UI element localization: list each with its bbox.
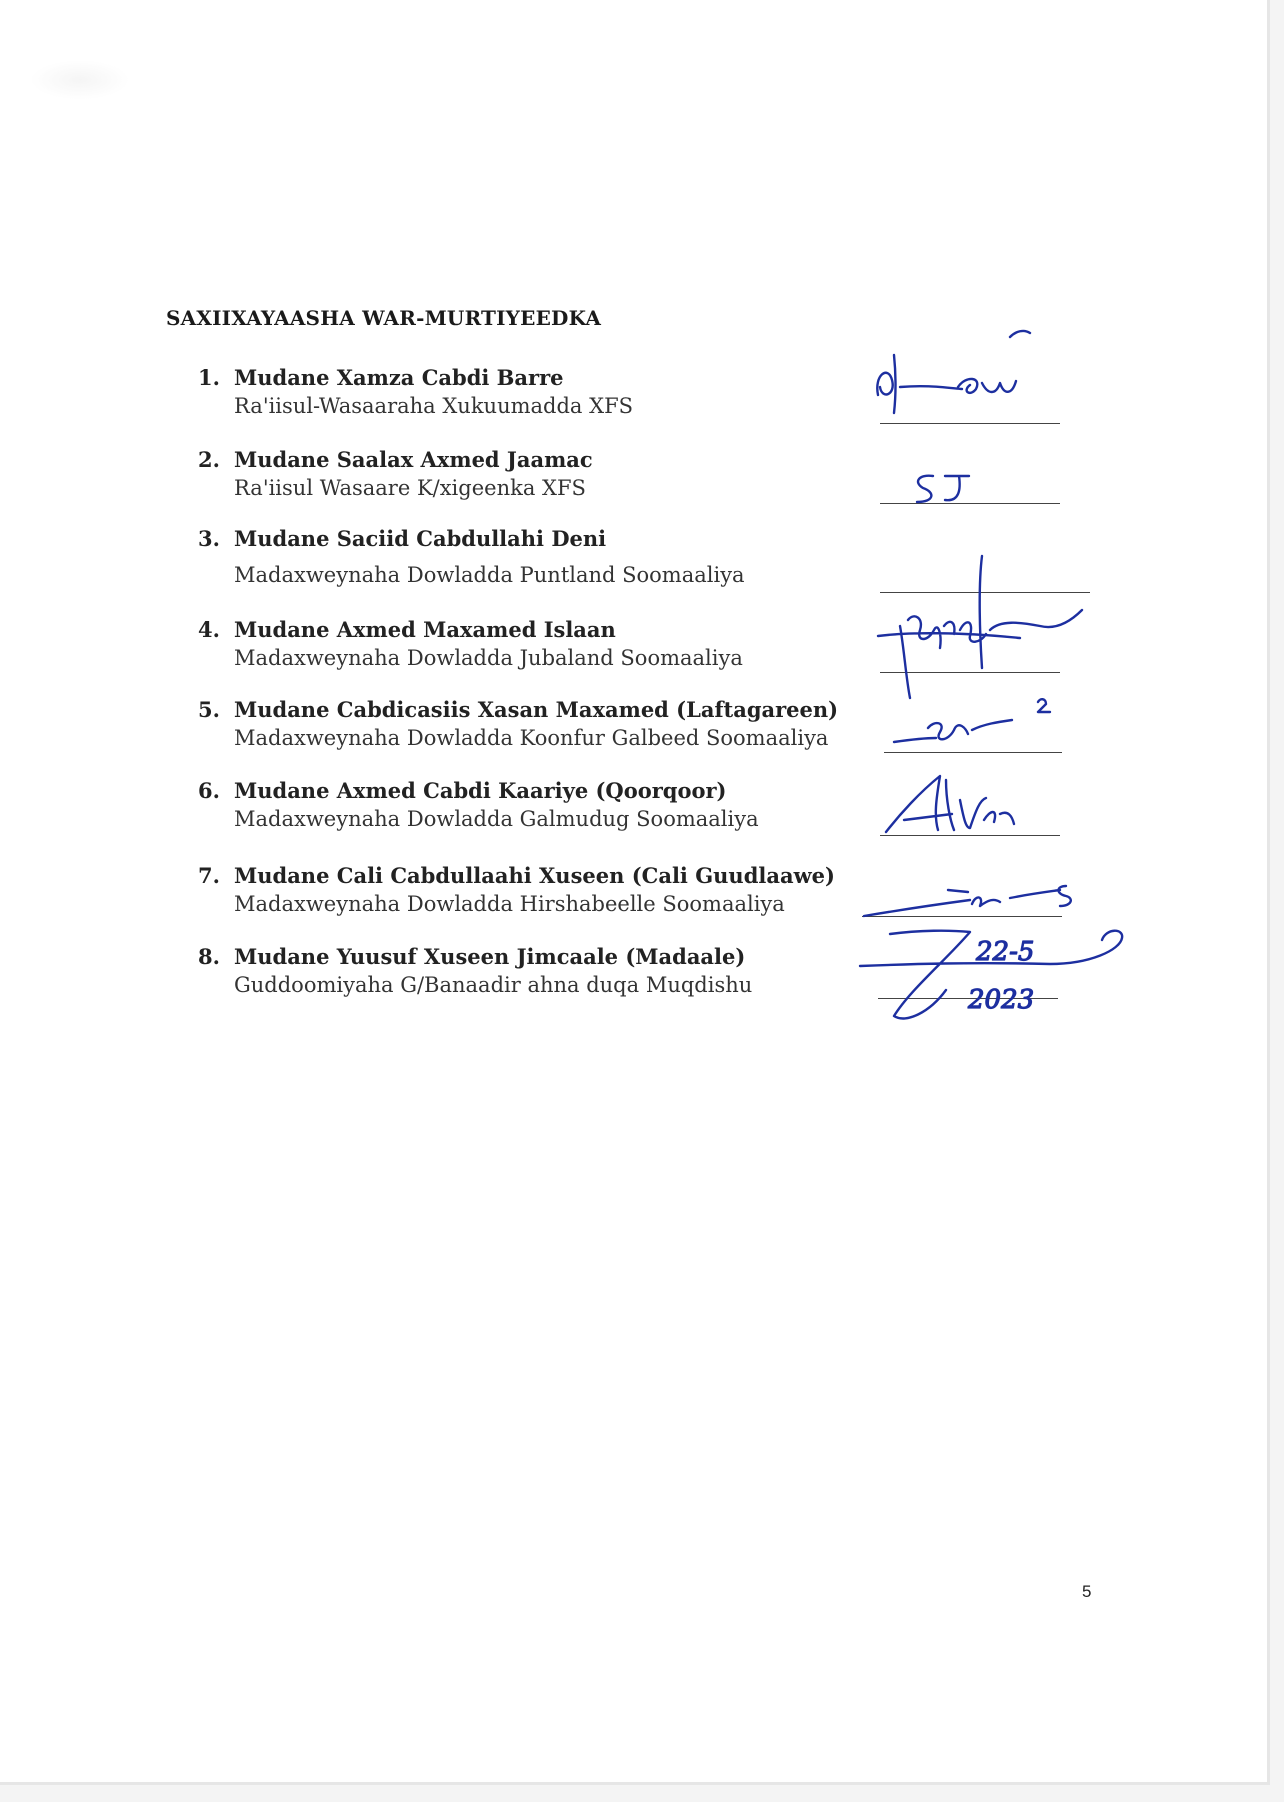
signature-3-4 [870, 548, 1100, 703]
signatory-name-text: Mudane Saciid Cabdullahi Deni [234, 526, 607, 551]
signatory-name-text: Mudane Yuusuf Xuseen Jimcaale (Madaale) [234, 944, 746, 969]
signatory-title: Ra'iisul-Wasaaraha Xukuumadda XFS [234, 394, 634, 418]
signatory-name [198, 862, 835, 890]
scan-smudge [30, 60, 130, 100]
signatory-number: 1. [198, 365, 220, 390]
signatory-number: 7. [198, 863, 220, 888]
signatory-title: Guddoomiyaha G/Banaadir ahna duqa Muqdishu [234, 973, 753, 997]
signatory-number: 3. [198, 526, 220, 551]
signature-6 [880, 770, 1060, 840]
signatory-name-text: Mudane Cali Cabdullaahi Xuseen (Cali Guudlaawe) [234, 863, 835, 888]
signatory-number: 8. [198, 944, 220, 969]
signatory-name-text: Mudane Axmed Cabdi Kaariye (Qoorqoor) [234, 778, 727, 803]
signatory-name-text: Mudane Cabdicasiis Xasan Maxamed (Laftagareen) [234, 697, 839, 722]
signatory-title: Madaxweynaha Dowladda Puntland Soomaaliya [234, 563, 745, 587]
signatory-7 [198, 862, 835, 918]
signatory-8 [198, 943, 752, 999]
signatory-name-text: Mudane Saalax Axmed Jaamac [234, 447, 593, 472]
signatory-5 [198, 696, 838, 752]
signatory-number: 4. [198, 617, 220, 642]
signatory-name [198, 616, 743, 644]
signatory-name-text: Mudane Xamza Cabdi Barre [234, 365, 564, 390]
signatory-name [198, 446, 593, 474]
signatory-6 [198, 777, 759, 833]
signature-8-with-date [850, 920, 1130, 1030]
signatory-2 [198, 446, 593, 502]
page-number: 5 [1082, 1582, 1092, 1601]
signatory-title: Ra'iisul Wasaare K/xigeenka XFS [234, 476, 586, 500]
signatory-title: Madaxweynaha Dowladda Hirshabeelle Soomaaliya [234, 892, 785, 916]
signature-date-note: 22-5 [976, 937, 1035, 967]
signatory-name [198, 696, 838, 724]
signatory-number: 5. [198, 697, 220, 722]
signatory-number: 2. [198, 447, 220, 472]
signatory-title: Madaxweynaha Dowladda Jubaland Soomaaliya [234, 646, 743, 670]
document-heading: SAXIIXAYAASHA WAR-MURTIYEEDKA [166, 306, 602, 330]
signature-1 [870, 325, 1070, 420]
signatory-name-text: Mudane Axmed Maxamed Islaan [234, 617, 616, 642]
signatory-name [198, 777, 759, 805]
signatory-1 [198, 364, 633, 420]
signatory-title: Madaxweynaha Dowladda Galmudug Soomaaliya [234, 807, 759, 831]
signatory-4 [198, 616, 743, 672]
signatory-title: Madaxweynaha Dowladda Koonfur Galbeed Soomaaliya [234, 726, 829, 750]
signatory-3 [198, 525, 745, 589]
signature-5 [888, 690, 1078, 760]
signature-2 [905, 470, 1025, 510]
signatory-name [198, 943, 752, 971]
signatory-number: 6. [198, 778, 220, 803]
signature-year-note: 2023 [968, 985, 1035, 1015]
signatory-name [198, 525, 745, 553]
signatory-name [198, 364, 633, 392]
signature-line-1 [880, 423, 1060, 424]
